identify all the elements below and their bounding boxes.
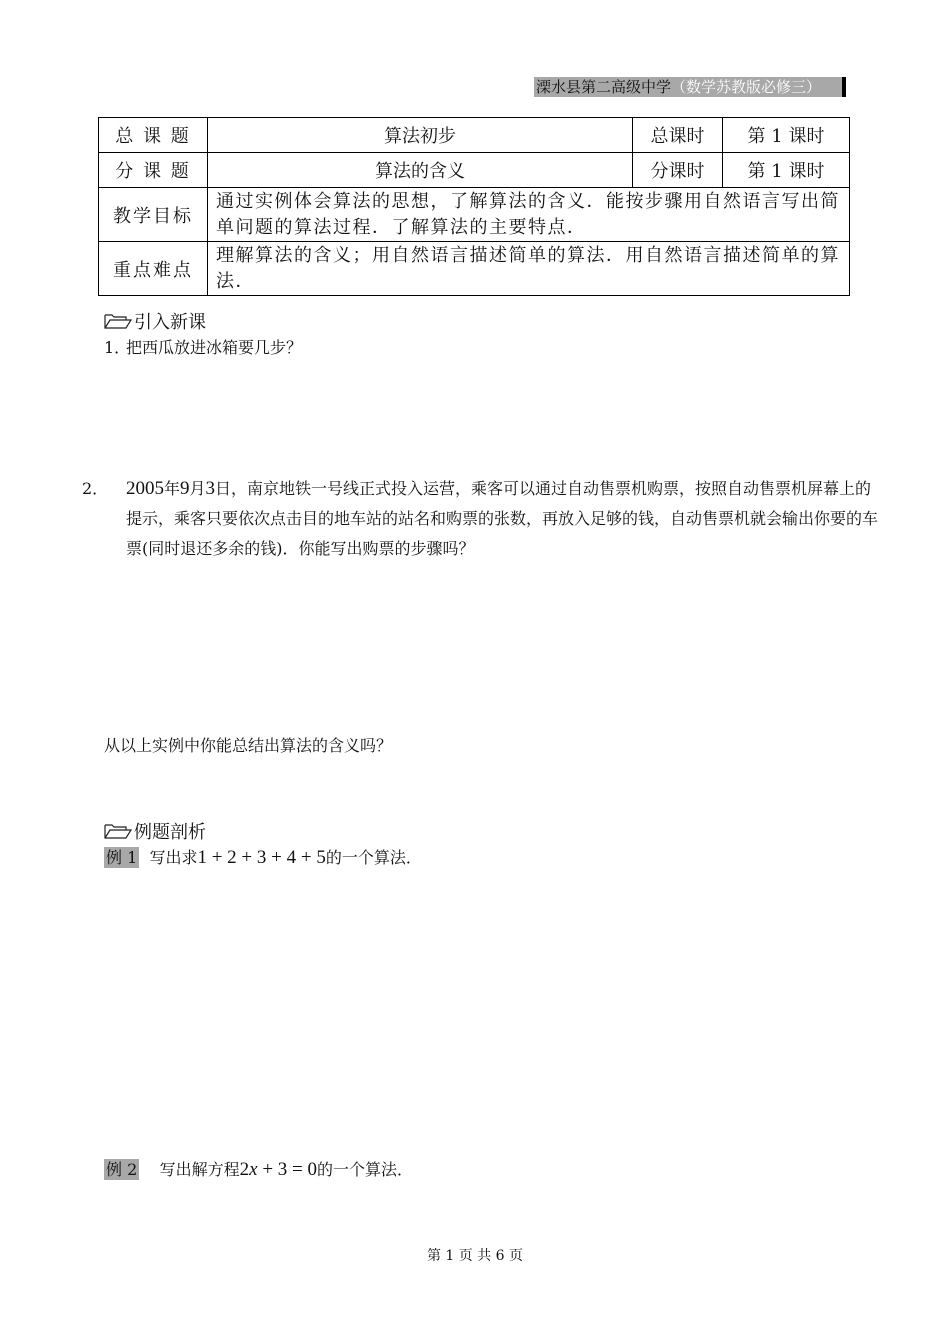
example-2 [104, 1155, 860, 1185]
month-value: 9 [180, 478, 190, 499]
section-examples [104, 818, 206, 844]
month-unit: 月 [189, 479, 206, 498]
equation-variable: x [249, 1159, 258, 1180]
example-2-equation [240, 1159, 317, 1180]
example-1-tag: 例 1 [106, 848, 138, 867]
question-number: 2． [82, 479, 109, 498]
sub-hours-label: 分课时 [633, 153, 723, 188]
total-topic-label: 总 课 题 [99, 118, 208, 153]
section-intro [104, 308, 206, 334]
page-footer: 第 1 页 共 6 页 [426, 1248, 524, 1264]
example-1-pre: 写出求 [149, 848, 198, 867]
table-row [99, 153, 850, 188]
key-points-text: 理解算法的含义；用自然语言描述简单的算法．用自然语言描述简单的算法． [208, 242, 850, 296]
folder-icon [104, 312, 132, 330]
header-banner [534, 77, 846, 97]
summary-text: 从以上实例中你能总结出算法的含义吗？ [104, 736, 393, 755]
summary-question [104, 731, 860, 761]
example-1-post: 的一个算法． [325, 848, 422, 867]
sub-topic-label: 分 课 题 [99, 153, 208, 188]
question-1 [104, 333, 860, 363]
example-2-post: 的一个算法． [317, 1160, 414, 1179]
section-intro-title: 引入新课 [134, 312, 206, 333]
table-row [99, 118, 850, 153]
question-text: 把西瓜放进冰箱要几步？ [126, 338, 303, 357]
total-topic-value: 算法初步 [208, 118, 633, 153]
key-points-label: 重点难点 [99, 242, 208, 296]
objectives-label: 教学目标 [99, 188, 208, 242]
lesson-info-table [98, 117, 850, 296]
objectives-text: 通过实例体会算法的思想，了解算法的含义．能按步骤用自然语言写出简单问题的算法过程．了解算法的主要特点． [208, 188, 850, 242]
table-row [99, 188, 850, 242]
question-2 [82, 474, 882, 564]
example-2-tag: 例 2 [106, 1160, 138, 1179]
course-name: （数学苏教版必修三） [671, 78, 822, 96]
school-name: 溧水县第二高级中学 [536, 78, 672, 96]
example-1 [104, 843, 860, 873]
sub-topic-value: 算法的含义 [208, 153, 633, 188]
table-row [99, 242, 850, 296]
folder-icon [104, 822, 132, 840]
equation-rest: + 3 = 0 [257, 1159, 318, 1180]
day-value: 3 [205, 478, 216, 499]
example-2-pre: 写出解方程 [159, 1160, 240, 1179]
question-text: 日，南京地铁一号线正式投入运营，乘客可以通过自动售票机购票，按照自动售票机屏幕上的提示，乘客只要依次点击目的地车站的站名和购票的张数，再放入足够的钱，自动售票机就会输出你要的车票(同时退还多余的钱)．你能写出购票的步骤吗？ [126, 479, 879, 558]
year-unit: 年 [164, 479, 181, 498]
section-examples-title: 例题剖析 [134, 822, 206, 843]
total-hours-value: 第 1 课时 [723, 118, 850, 153]
sub-hours-value: 第 1 课时 [723, 153, 850, 188]
example-1-expression: 1 + 2 + 3 + 4 + 5 [197, 847, 326, 868]
question-number: 1． [104, 338, 131, 357]
equation-coefficient: 2 [239, 1159, 250, 1180]
year-value: 2005 [126, 478, 164, 499]
total-hours-label: 总课时 [633, 118, 723, 153]
